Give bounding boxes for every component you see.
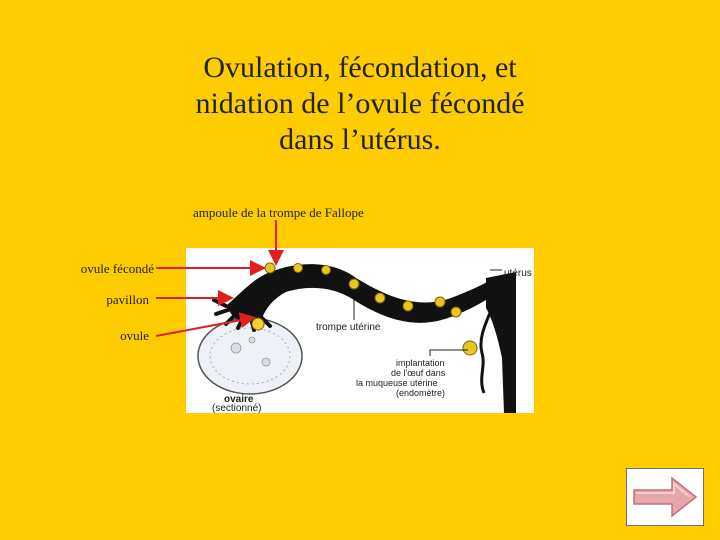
label-ovaire: ovaire bbox=[224, 394, 254, 405]
label-ovule-feconde: ovule fécondé bbox=[80, 261, 154, 276]
label-trompe: trompe utérine bbox=[316, 322, 381, 333]
label-ovule: ovule bbox=[120, 328, 149, 343]
label-implantation-line: la muqueuse utérine bbox=[356, 378, 438, 388]
label-uterus: utérus bbox=[504, 268, 532, 279]
label-implantation-line: (endomètre) bbox=[396, 388, 446, 398]
label-pavillon: pavillon bbox=[106, 292, 149, 307]
title-line: dans l’utérus. bbox=[279, 123, 441, 156]
title-line: Ovulation, fécondation, et bbox=[203, 51, 517, 84]
title-line: nidation de l’ovule fécondé bbox=[195, 87, 525, 120]
arrow-ovule bbox=[156, 318, 252, 336]
label-ampoule: ampoule de la trompe de Fallope bbox=[193, 205, 364, 220]
next-slide-button[interactable] bbox=[626, 468, 704, 526]
label-ovaire-sub: (sectionné) bbox=[212, 403, 262, 413]
next-arrow-icon bbox=[626, 468, 704, 526]
label-implantation-line: implantation bbox=[396, 358, 445, 368]
label-implantation-line: de l'œuf dans bbox=[391, 368, 446, 378]
